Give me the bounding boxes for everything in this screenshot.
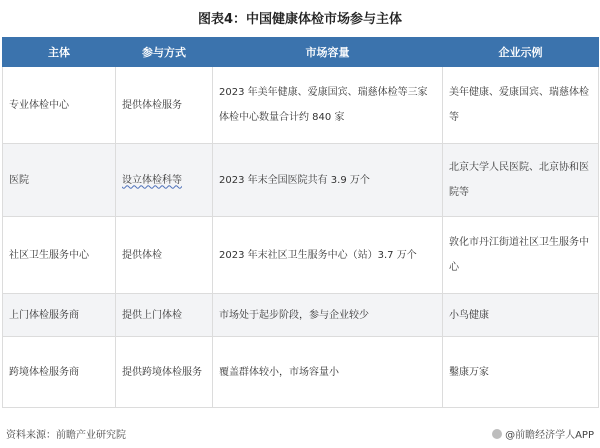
spellcheck-underlined-text: 设立体检科等 [122, 174, 182, 186]
table-row [3, 144, 599, 217]
cell-subject: 专业体检中心 [3, 67, 116, 144]
cell-subject: 社区卫生服务中心 [3, 217, 116, 294]
figure-title: 图表4：中国健康体检市场参与主体 [197, 12, 403, 27]
cell-method: 提供跨境体检服务 [116, 337, 213, 408]
brand-label: @前瞻经济学人APP [505, 430, 594, 441]
cell-method: 提供体检服务 [116, 67, 213, 144]
cell-capacity: 市场处于起步阶段，参与企业较少 [213, 294, 443, 337]
cell-examples: 小鸟健康 [443, 294, 599, 337]
cell-examples: 敦化市丹江街道社区卫生服务中心 [443, 217, 599, 294]
cell-capacity: 覆盖群体较小，市场容量小 [213, 337, 443, 408]
table-row [3, 217, 599, 294]
cell-subject: 上门体检服务商 [3, 294, 116, 337]
brand-credit [492, 426, 594, 441]
cell-method: 提供体检 [116, 217, 213, 294]
cell-method [116, 144, 213, 217]
cell-examples: 美年健康、爱康国宾、瑞慈体检等 [443, 67, 599, 144]
cell-subject: 跨境体检服务商 [3, 337, 116, 408]
table-row [3, 337, 599, 408]
header-capacity: 市场容量 [213, 38, 443, 67]
table-row [3, 294, 599, 337]
table-header-row [3, 38, 599, 67]
cell-method: 提供上门体检 [116, 294, 213, 337]
cell-capacity: 2023 年末全国医院共有 3.9 万个 [213, 144, 443, 217]
cell-subject: 医院 [3, 144, 116, 217]
table-row [3, 67, 599, 144]
brand-logo-icon [492, 429, 502, 439]
source-note: 资料来源：前瞻产业研究院 [6, 430, 126, 441]
market-participants-table [2, 37, 599, 408]
cell-capacity: 2023 年末社区卫生服务中心（站）3.7 万个 [213, 217, 443, 294]
cell-examples: 鑿康万家 [443, 337, 599, 408]
header-examples: 企业示例 [443, 38, 599, 67]
cell-capacity: 2023 年美年健康、爱康国宾、瑞慈体检等三家体检中心数量合计约 840 家 [213, 67, 443, 144]
header-method: 参与方式 [116, 38, 213, 67]
header-subject: 主体 [3, 38, 116, 67]
cell-examples: 北京大学人民医院、北京协和医院等 [443, 144, 599, 217]
figure-footer [0, 424, 600, 442]
